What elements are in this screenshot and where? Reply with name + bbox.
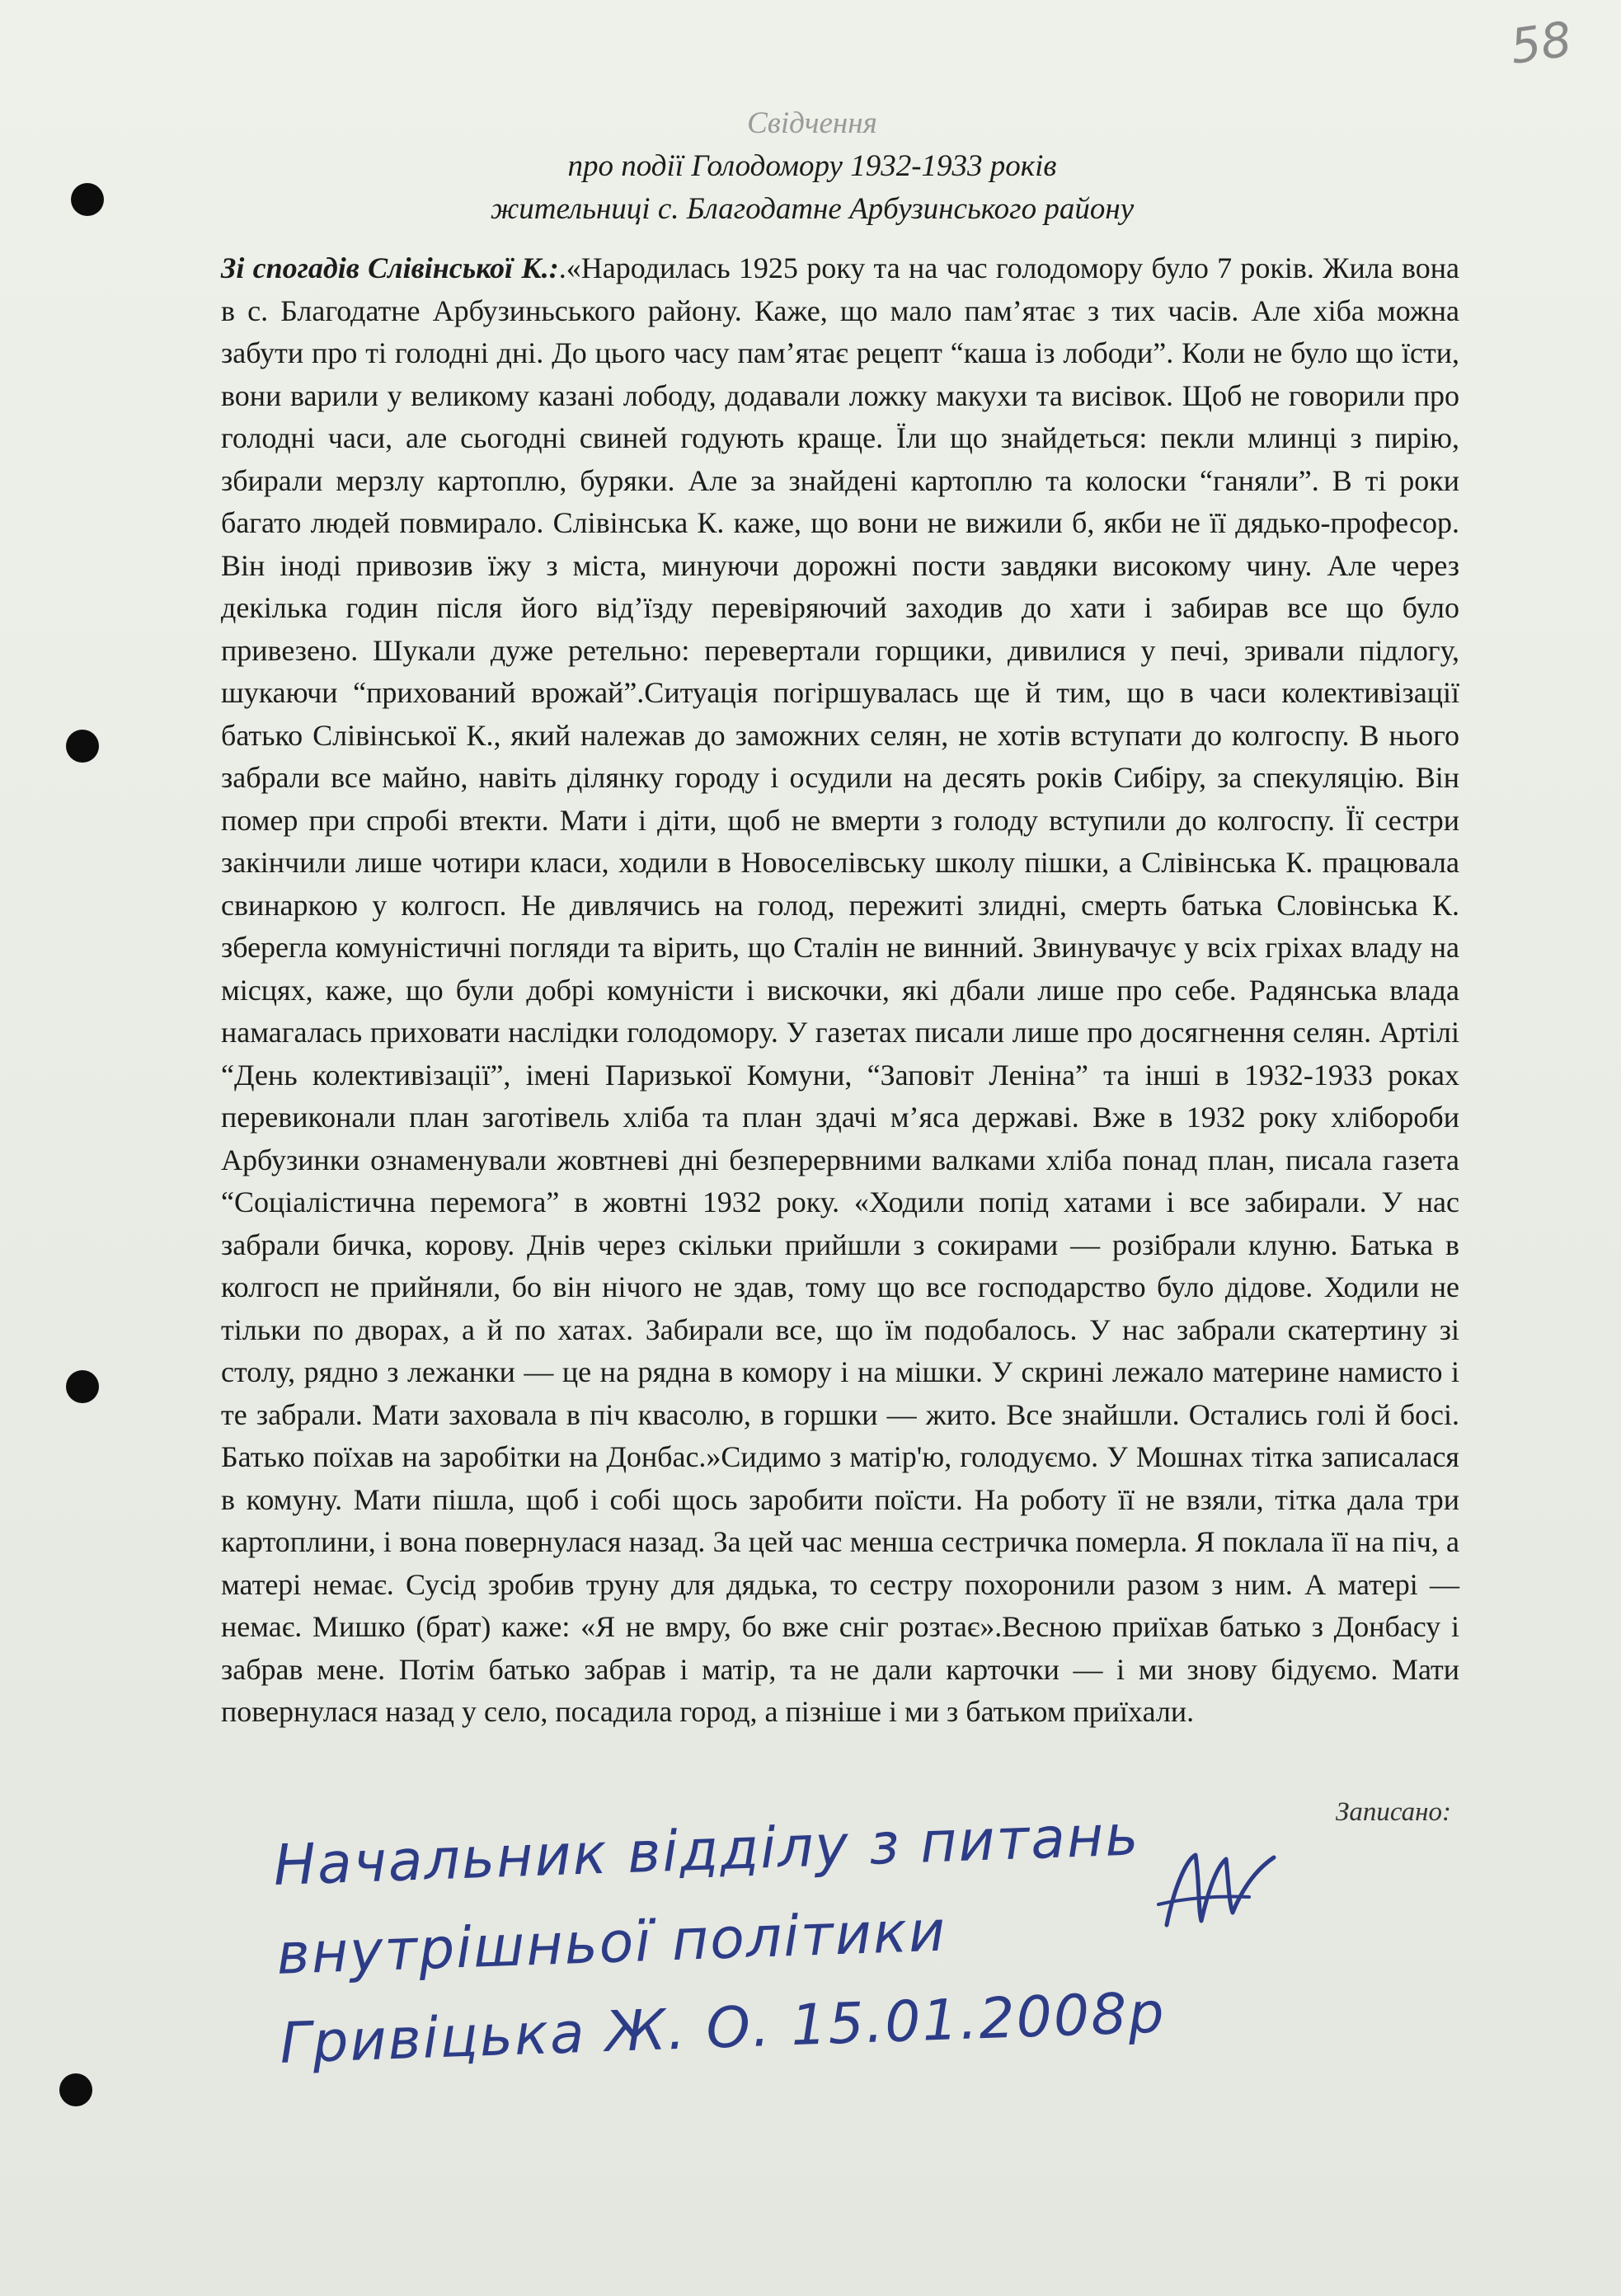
testimony-text xyxy=(221,247,1459,1734)
heading-subtitle-2: жительниці с. Благодатне Арбузинського району xyxy=(490,192,1135,226)
handwritten-line: внутрішньої політики xyxy=(275,1899,948,1988)
punch-hole xyxy=(59,2073,92,2106)
signature xyxy=(1150,1834,1282,1942)
document-heading xyxy=(247,102,1377,231)
handwritten-line: Гривіцька Ж. О. 15.01.2008р xyxy=(279,1980,1167,2077)
testimony-lead: Зі спогадів Слівінської К.: xyxy=(221,251,559,284)
handwritten-note xyxy=(272,1791,1167,2088)
punch-hole xyxy=(66,1370,99,1403)
punch-hole xyxy=(66,730,99,763)
heading-subtitle: про події Голодомору 1932-1933 років xyxy=(567,149,1057,183)
heading-title: Свідчення xyxy=(747,106,877,140)
punch-hole xyxy=(71,183,104,216)
page-number: 58 xyxy=(1506,11,1576,75)
handwritten-line: Начальник відділу з питань xyxy=(272,1803,1141,1899)
recorded-label: Записано: xyxy=(1336,1797,1451,1827)
testimony-body: .«Народилась 1925 року та на час голодомору було 7 років. Жила вона в с. Благодатне Арбузиньського району. Каже, що мало пам’ятає з тих часів. Але хіба можна забути про ті голодні дні. До цього часу пам’ятає рецепт “каша із лободи”. Коли не було що їсти, вони варили у великому казані лободу, додавали ложку макухи та висівок. Щоб не говорили про голодні часи, але сьогодні свиней годують краще. Їли що знайдеться: пекли млинці з пирію, збирали мерзлу картоплю, буряки. Але за знайдені картоплю та колоски “ганяли”. В ті роки багато людей повмирало. Слівінська К. каже, що вони не вижили б, якби не її дядько-професор. Він іноді привозив їжу з міста, минуючи дорожні пости завдяки високому чину. Але через декілька годин після його від’їзду перевіряючий заходив до хати і забирав все що було привезено. Шукали дуже ретельно: перевертали горщики, дивилися у печі, зривали підлогу, шукаючи “прихований врожай”.Ситуація погіршувалась ще й тим, що в часи колективізації батько Слівінської К., який належав до заможних селян, не хотів вступати до колгоспу. В нього забрали все майно, навіть ділянку городу і осудили на десять років Сибіру, за спекуляцію. Він помер при спробі втекти. Мати і діти, щоб не вмерти з голоду вступили до колгоспу. Її сестри закінчили лише чотири класи, ходили в Новоселівську школу пішки, а Слівінська К. працювала свинаркою у колгосп. Не дивлячись на голод, пережиті злидні, смерть батька Словінська К. зберегла комуністичні погляди та вірить, що Сталін не винний. Звинувачує у всіх гріхах владу на місцях, каже, що були добрі комуністи і вискочки, які дбали лише про себе. Радянська влада намагалась приховати наслідки голодомору. У газетах писали лише про досягнення селян. Артілі “День колективізації”, імені Паризької Комуни, “Заповіт Леніна” та інші в 1932-1933 роках перевиконали план заготівель хліба та план здачі м’яса державі. Вже в 1932 року хлібороби Арбузинки ознаменували жовтневі дні безперервними валками хліба понад план, писала газета “Соціалістична перемога” в жовтні 1932 року. «Ходили попід хатами і все забирали. У нас забрали бичка, корову. Днів через скільки прийшли з сокирами — розібрали клуню. Батька в колгосп не прийняли, бо він нічого не здав, тому що все господарство було дідове. Ходили не тільки по дворах, а й по хатах. Забирали все, що їм подобалось. У нас забрали скатертину зі столу, рядно з лежанки — це на рядна в комору і на мішки. У скрині лежало материне намисто і те забрали. Мати заховала в піч квасолю, в горшки — жито. Все знайшли. Остались голі й босі. Батько поїхав на заробітки на Донбас.»Сидимо з матір'ю, голодуємо. У Мошнах тітка записалася в комуну. Мати пішла, щоб і собі щось заробити поїсти. На роботу її не взяли, тітка дала три картоплини, і вона повернулася назад. За цей час менша сестричка померла. Я поклала її на піч, а матері немає. Сусід зробив труну для дядька, то сестру похоронили разом з ним. А матері — немає. Мишко (брат) каже: «Я не вмру, бо вже сніг розтає».Весною приїхав батько з Донбасу і забрав мене. Потім батько забрав і матір, та не дали карточки — і ми знову бідуємо. Мати повернулася назад у село, посадила город, а пізніше і ми з батьком приїхали. xyxy=(221,251,1460,1728)
